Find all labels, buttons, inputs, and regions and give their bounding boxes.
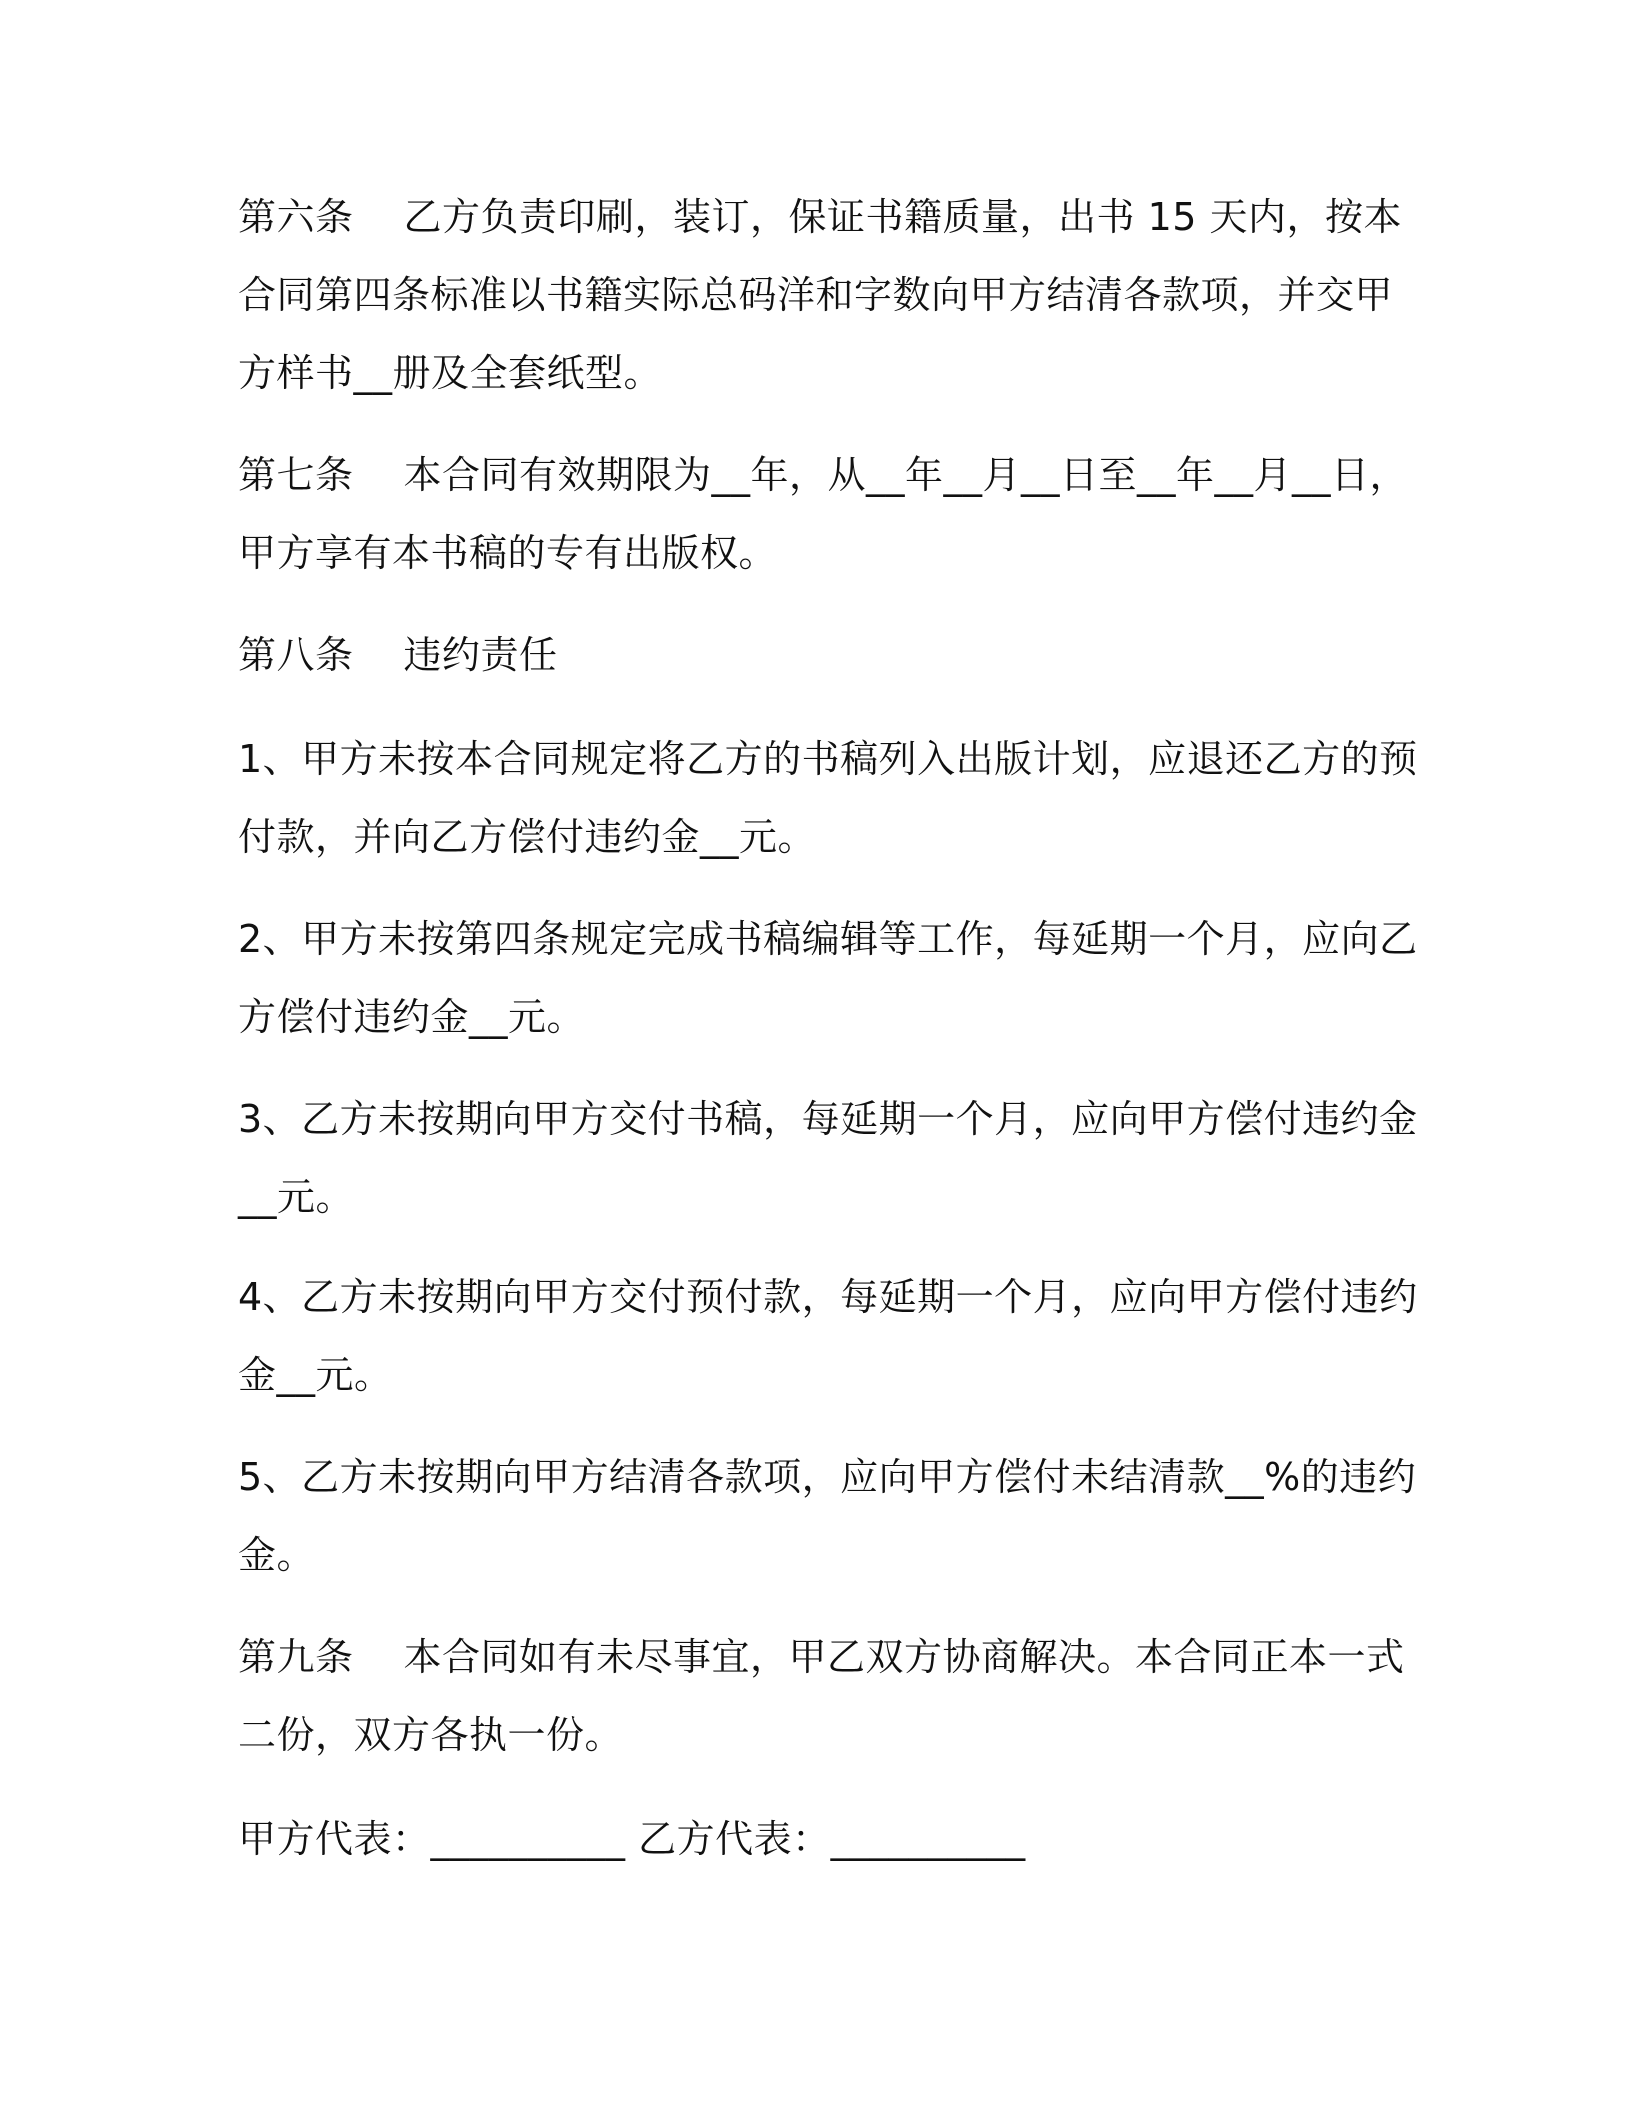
- clause-item-3: [238, 1080, 1418, 1236]
- article-7-text-1: 本合同有效期限为__年，从__年__月__日至__年__月__日，: [403, 453, 1409, 497]
- article-8-title: 违约责任: [403, 633, 558, 677]
- article-6: [238, 178, 1403, 412]
- clause-item-2-line-2: 方偿付违约金__元。: [238, 995, 586, 1039]
- signature-text: 甲方代表：__________ 乙方代表：__________: [238, 1817, 1026, 1861]
- clause-item-2: [238, 900, 1418, 1056]
- signature-line: [238, 1800, 1398, 1878]
- clause-item-1-line-1: 1、甲方未按本合同规定将乙方的书稿列入出版计划，应退还乙方的预: [238, 737, 1418, 781]
- clause-item-4-line-1: 4、乙方未按期向甲方交付预付款，每延期一个月，应向甲方偿付违约: [238, 1275, 1418, 1319]
- clause-item-5-line-1: 5、乙方未按期向甲方结清各款项，应向甲方偿付未结清款__%的违约: [238, 1455, 1417, 1499]
- article-7: [238, 436, 1409, 592]
- article-7-line-1: [238, 436, 1409, 514]
- article-8-heading: 第八条: [238, 633, 354, 677]
- article-9: [238, 1618, 1405, 1774]
- clause-item-3-line-1: 3、乙方未按期向甲方交付书稿，每延期一个月，应向甲方偿付违约金: [238, 1097, 1418, 1141]
- article-9-text-1: 本合同如有未尽事宜，甲乙双方协商解决。本合同正本一式: [403, 1635, 1405, 1679]
- article-6-line-1: [238, 178, 1403, 256]
- clause-item-3-line-2: __元。: [238, 1175, 355, 1219]
- clause-item-2-line-1: 2、甲方未按第四条规定完成书稿编辑等工作，每延期一个月，应向乙: [238, 917, 1418, 961]
- article-9-text-2: 二份，双方各执一份。: [238, 1713, 624, 1757]
- clause-item-4: [238, 1258, 1418, 1414]
- clause-item-4-line-2: 金__元。: [238, 1353, 393, 1397]
- article-7-heading: 第七条: [238, 453, 354, 497]
- clause-item-5: [238, 1438, 1417, 1594]
- article-7-text-2: 甲方享有本书稿的专有出版权。: [238, 531, 778, 575]
- article-6-heading: 第六条: [238, 195, 354, 239]
- article-6-text-1: 乙方负责印刷，装订，保证书籍质量，出书 15 天内，按本: [403, 195, 1403, 239]
- clause-item-1: [238, 720, 1418, 876]
- clause-item-1-line-2: 付款，并向乙方偿付违约金__元。: [238, 815, 817, 859]
- article-6-text-2: 合同第四条标准以书籍实际总码洋和字数向甲方结清各款项，并交甲: [238, 273, 1394, 317]
- article-6-text-3: 方样书__册及全套纸型。: [238, 351, 663, 395]
- clause-item-5-line-2: 金。: [238, 1533, 316, 1577]
- article-9-line-1: [238, 1618, 1405, 1696]
- article-9-heading: 第九条: [238, 1635, 354, 1679]
- article-8: [238, 616, 1398, 694]
